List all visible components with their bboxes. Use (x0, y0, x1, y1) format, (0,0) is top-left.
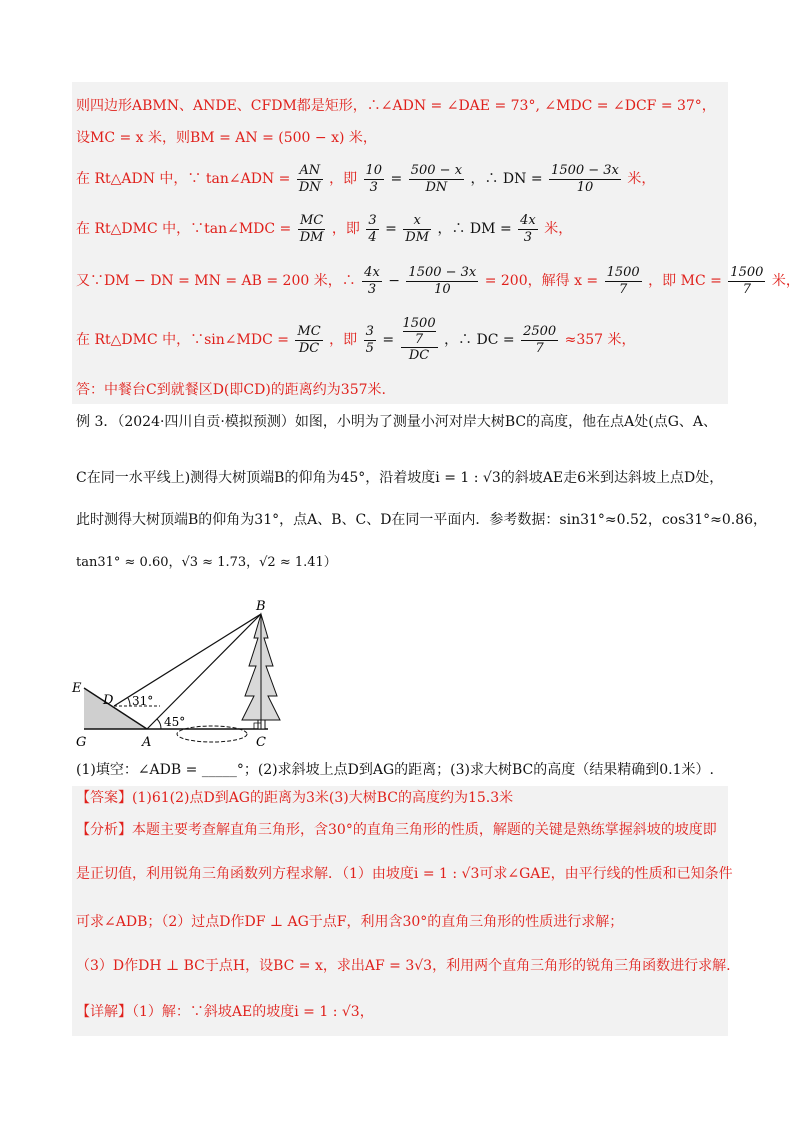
line5-eq: = 200，解得 x = (484, 273, 599, 289)
sight-line-D-B (114, 614, 261, 706)
example-line-4: tan31° ≈ 0.60，√3 ≈ 1.73，√2 ≈ 1.41） (76, 555, 337, 570)
line6-pre: 在 Rt△DMC 中，∵sin∠MDC = (76, 332, 289, 348)
solution-answer: 答：中餐台C到就餐区D(即CD)的距离约为357米. (76, 382, 386, 398)
solution-line-1: 则四边形ABMN、ANDE、CFDM都是矩形，∴∠ADN = ∠DAE = 73°, ∠MDC = ∠DCF = 37°， (76, 98, 716, 114)
analysis-line-4: （3）D作DH ⊥ BC于点H，设BC = x，求出AF = 3√3，利用两个直角三角形的锐角三角函数进行求解. (76, 958, 731, 974)
line4-fraction-3: $\frac{x}{DM}$ (405, 212, 430, 245)
line5-pre: 又∵DM − DN = MN = AB = 200 米，∴ (76, 273, 356, 289)
line4-therefore: ，∴ DM = (437, 221, 512, 237)
solution-line-3 (76, 160, 655, 198)
line6-eq: = (382, 332, 395, 348)
line4-mid: ，即 (331, 221, 360, 237)
line3-fraction-3: $\frac{500 - x}{DN}$ (410, 162, 463, 195)
line6-fraction-3: 1500 7 DC (402, 316, 436, 363)
solution-line-6 (76, 316, 636, 364)
line6-fraction-2: $\frac{3}{5}$ (365, 323, 374, 356)
line3-fraction-2: $\frac{10}{3}$ (365, 162, 383, 195)
label-45: 45° (164, 715, 186, 729)
line3-mid: ，即 (329, 171, 358, 187)
label-A: A (142, 735, 152, 750)
example-line-1: 例 3．（2024·四川自贡·模拟预测）如图，小明为了测量小河对岸大树BC的高度，他在点A处(点G、A、 (76, 414, 718, 430)
line3-pre: 在 Rt△ADN 中，∵ tan∠ADN = (76, 171, 291, 187)
label-B: B (256, 599, 266, 614)
line3-fraction-1: $\frac{AN}{DN}$ (298, 162, 321, 195)
line5-then: ，即 MC = (648, 273, 722, 289)
line3-eq: = (390, 171, 403, 187)
analysis-line-2: 是正切值，利用锐角三角函数列方程求解．（1）由坡度i = 1 : √3可求∠GAE，由平行线的性质和已知条件 (76, 866, 733, 882)
analysis-line-1: 【分析】本题主要考查解直角三角形，含30°的直角三角形的性质，解题的关键是熟练掌握斜坡的坡度即 (76, 822, 717, 838)
line3-fraction-4: $\frac{1500 - 3x}{10}$ (551, 162, 619, 195)
line6-fraction-4: $\frac{2500}{7}$ (523, 323, 557, 356)
line5-fraction-2: $\frac{1500 - 3x}{10}$ (408, 264, 477, 297)
label-E: E (72, 681, 82, 696)
line6-approx: ≈357 米， (564, 332, 636, 348)
line4-eq: = (385, 221, 397, 237)
tree-icon (242, 614, 280, 729)
line4-fraction-4: $\frac{4x}{3}$ (520, 212, 536, 245)
question-line: (1)填空：∠ADB = _____°；(2)求斜坡上点D到AG的距离；(3)求大树BC的高度（结果精确到0.1米）. (76, 762, 714, 778)
line5-fraction-1: $\frac{4x}{3}$ (364, 264, 380, 297)
answer-line: 【答案】(1)61(2)点D到AG的距离为3米(3)大树BC的高度约为15.3米 (76, 790, 514, 806)
label-G: G (76, 735, 87, 750)
solution-line-4 (76, 210, 572, 248)
example-line-2: C在同一水平线上)测得大树顶端B的仰角为45°，沿着坡度i = 1 : √3的斜坡AE走6米到达斜坡上点D处， (76, 470, 724, 486)
line5-fraction-4: $\frac{1500}{7}$ (730, 264, 764, 297)
solution-line-2: 设MC = x 米，则BM = AN = (500 − x) 米， (76, 130, 377, 146)
line4-fraction-1: $\frac{MC}{DM}$ (299, 212, 324, 245)
line6-fraction-1: $\frac{MC}{DC}$ (297, 323, 321, 356)
line4-pre: 在 Rt△DMC 中，∵tan∠MDC = (76, 221, 292, 237)
label-31: 31° (132, 694, 154, 708)
analysis-line-3: 可求∠ADB；（2）过点D作DF ⊥ AG于点F，利用含30°的直角三角形的性质进行求解； (76, 914, 624, 930)
line6-mid: ，即 (329, 332, 358, 348)
sight-line-A-B (147, 614, 261, 729)
label-D: D (103, 693, 114, 708)
line5-fraction-3: $\frac{1500}{7}$ (606, 264, 640, 297)
line6-therefore: ，∴ DC = (444, 332, 515, 348)
line5-minus: − (388, 273, 400, 289)
angle-arc-45 (157, 719, 161, 729)
label-C: C (256, 735, 266, 750)
geometry-figure (70, 596, 300, 756)
line4-unit: 米， (544, 221, 573, 237)
detail-line: 【详解】（1）解：∵斜坡AE的坡度i = 1 : √3， (76, 1004, 374, 1020)
line3-unit: 米， (627, 171, 656, 187)
line3-therefore: ，∴ DN = (470, 171, 543, 187)
solution-line-5 (76, 262, 800, 300)
angle-arc-31 (128, 698, 130, 706)
line4-fraction-2: $\frac{3}{4}$ (368, 212, 377, 245)
line5-unit: 米， (771, 273, 800, 289)
example-line-3: 此时测得大树顶端B的仰角为31°，点A、B、C、D在同一平面内．参考数据：sin31°≈0.52，cos31°≈0.86， (76, 512, 768, 528)
